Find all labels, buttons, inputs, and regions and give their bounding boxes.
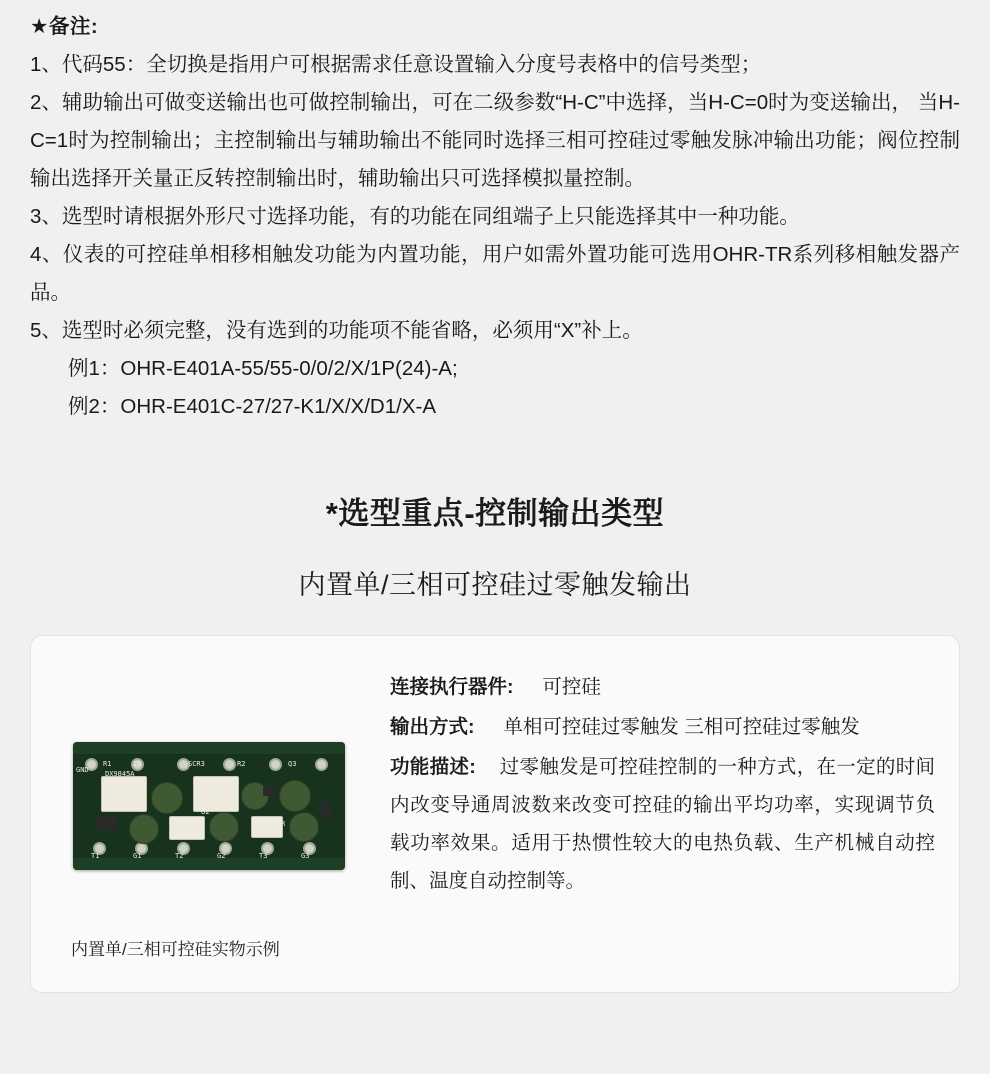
section-title: *选型重点-控制输出类型: [325, 496, 665, 531]
board-silk-g2: G2: [217, 852, 226, 860]
board-component-relay: [193, 776, 239, 812]
board-silk-t2: T2: [175, 852, 184, 860]
board-silk-io: IO: [133, 760, 142, 768]
card-inner: [31, 636, 959, 900]
board-component-capacitor: [279, 780, 311, 812]
spec-column: [370, 664, 935, 900]
board-component-relay: [251, 816, 286, 838]
product-card: [30, 635, 960, 993]
board-silk-r1: R1: [103, 760, 112, 768]
spec-row-output: [390, 708, 935, 746]
board-silk-g3: G3: [301, 852, 310, 860]
notes-heading: ★备注:: [30, 15, 99, 38]
board-silk-q3: Q3: [288, 760, 297, 768]
spec-label-description: 功能描述:: [390, 756, 476, 778]
board-edge-top: [73, 742, 345, 754]
board-silk-u2: U2: [201, 808, 210, 816]
board-silk-r2: R2: [237, 760, 246, 768]
board-silk-t3: T3: [259, 852, 268, 860]
board-component-chip: [321, 802, 331, 818]
board-silk-gnd: GND: [76, 766, 89, 774]
board-caption: 内置单/三相可控硅实物示例: [71, 940, 280, 959]
spec-row-description: [390, 748, 935, 900]
board-component-relay: [101, 776, 147, 812]
spec-value-description: 过零触发是可控硅控制的一种方式，在一定的时间内改变导通周波数来改变可控硅的输出平均功率，实现调节负载功率效果。适用于热惯性较大的电热负载、生产机械自动控制、温度自动控制等。: [390, 756, 935, 892]
board-silk-t1: T1: [91, 852, 100, 860]
board-silk-r: R: [281, 820, 286, 828]
board-silk-code: DX9845A: [105, 770, 135, 778]
board-pad: [223, 758, 236, 771]
section-subtitle: 内置单/三相可控硅过零触发输出: [298, 570, 692, 600]
board-silk-scr3: SCR3: [188, 760, 205, 768]
board-component-chip: [263, 786, 275, 796]
board-component-capacitor: [209, 812, 239, 842]
note-item-3: 3、选型时请根据外形尺寸选择功能，有的功能在同组端子上只能选择其中一种功能。: [30, 205, 800, 228]
note-item-4: 4、仪表的可控硅单相移相触发功能为内置功能，用户如需外置功能可选用OHR-TR系列移相触发器产品。: [30, 243, 960, 304]
board-component-capacitor: [129, 814, 159, 844]
note-example-1: 例1：OHR-E401A-55/55-0/0/2/X/1P(24)-A;: [68, 357, 458, 380]
spec-value-device: 可控硅: [542, 676, 601, 698]
board-component-capacitor: [151, 782, 183, 814]
scr-board-image: [73, 742, 345, 870]
board-silk-g1: G1: [133, 852, 142, 860]
spec-value-output: 单相可控硅过零触发 三相可控硅过零触发: [503, 716, 860, 738]
board-component-chip: [97, 816, 117, 830]
note-example-2: 例2：OHR-E401C-27/27-K1/X/X/D1/X-A: [68, 395, 436, 418]
notes-section: [30, 8, 960, 426]
board-photo-column: [55, 664, 370, 900]
note-item-2: 2、辅助输出可做变送输出也可做控制输出，可在二级参数“H-C”中选择，当H-C=0时为变送输出， 当H-C=1时为控制输出；主控制输出与辅助输出不能同时选择三相可控硅过零触发脉冲输出功能；阀位控制输出选择开关量正反转控制输出时，辅助输出只可选择模拟量控制。: [30, 91, 960, 190]
note-item-5: 5、选型时必须完整，没有选到的功能项不能省略，必须用“X”补上。: [30, 319, 643, 342]
spec-row-device: [390, 668, 935, 706]
note-item-1: 1、代码55：全切换是指用户可根据需求任意设置输入分度号表格中的信号类型；: [30, 53, 762, 76]
spec-label-output: 输出方式:: [390, 716, 475, 738]
board-pad: [315, 758, 328, 771]
board-component-relay: [169, 816, 205, 840]
board-pad: [269, 758, 282, 771]
board-component-capacitor: [289, 812, 319, 842]
spec-label-device: 连接执行器件:: [390, 676, 514, 698]
